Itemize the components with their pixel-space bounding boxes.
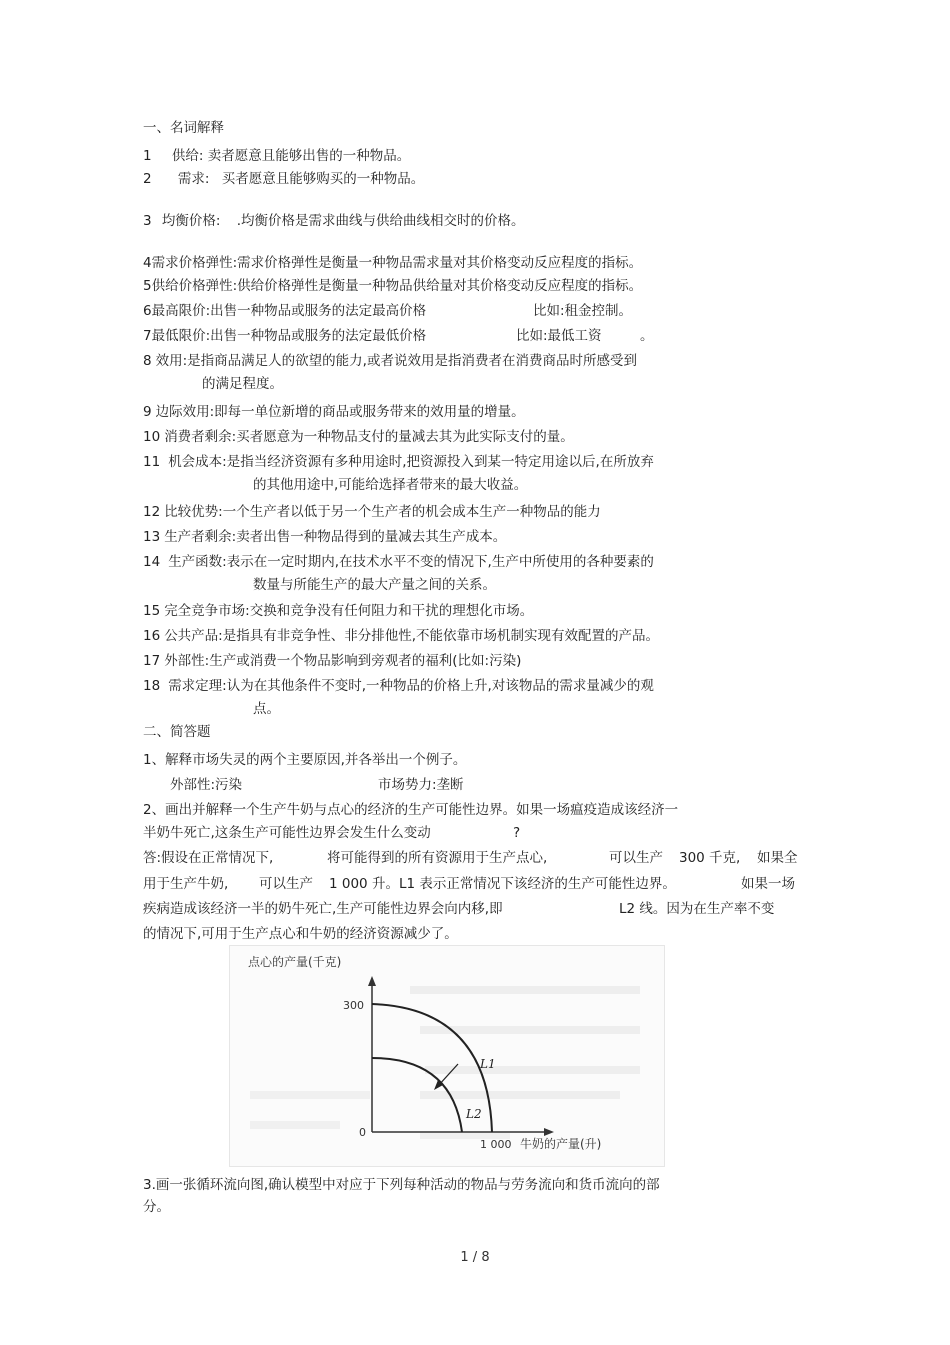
term-item bbox=[143, 146, 410, 166]
term-name: 效用: bbox=[155, 353, 188, 369]
term-number: 6 bbox=[143, 303, 152, 319]
term-name: 需求价格弹性: bbox=[151, 255, 238, 271]
answer-text: 疾病造成该经济一半的奶牛死亡,生产可能性边界会向内移,即 bbox=[143, 901, 503, 917]
term-item bbox=[143, 326, 426, 346]
question-2-line-1: 2、画出并解释一个生产牛奶与点心的经济的生产可能性边界。如果一场瘟疫造成该经济一 bbox=[143, 802, 679, 818]
term-name: 最低限价: bbox=[151, 328, 211, 344]
term-item bbox=[143, 169, 424, 189]
answer-1-market-power: 市场势力:垄断 bbox=[378, 777, 464, 793]
term-name: 最高限价: bbox=[151, 303, 211, 319]
term-name: 生产函数: bbox=[168, 554, 227, 570]
section-2-heading: 二、简答题 bbox=[143, 724, 211, 740]
curve-l2-label: L2 bbox=[466, 1107, 482, 1121]
term-name: 均衡价格: bbox=[161, 213, 221, 229]
term-definition: 需求价格弹性是衡量一种物品需求量对其价格变动反应程度的指标。 bbox=[237, 255, 643, 271]
term-name: 供给: bbox=[171, 148, 204, 164]
term-definition: 出售一种物品或服务的法定最低价格 bbox=[210, 328, 427, 344]
term-name: 外部性: bbox=[164, 653, 210, 669]
term-continuation: 的满足程度。 bbox=[202, 376, 283, 392]
term-number: 3 bbox=[143, 213, 152, 229]
term-item bbox=[143, 253, 642, 273]
term-number: 14 bbox=[143, 554, 161, 570]
term-name: 供给价格弹性: bbox=[151, 278, 238, 294]
term-definition: 交换和竞争没有任何阻力和干扰的理想化市场。 bbox=[249, 603, 534, 619]
term-item bbox=[143, 552, 654, 572]
background-noise bbox=[250, 986, 640, 1139]
term-item bbox=[143, 402, 525, 422]
term-definition: 一个生产者以低于另一个生产者的机会成本生产一种物品的能力 bbox=[222, 504, 601, 520]
answer-text: 的情况下,可用于生产点心和牛奶的经济资源减少了。 bbox=[143, 926, 458, 942]
term-example: 比如:最低工资 bbox=[516, 328, 602, 344]
term-name: 需求: bbox=[177, 171, 210, 187]
term-definition: 生产或消费一个物品影响到旁观者的福利(比如:污染) bbox=[209, 653, 522, 669]
term-number: 18 bbox=[143, 678, 161, 694]
term-item bbox=[143, 351, 637, 371]
term-number: 2 bbox=[143, 171, 152, 187]
term-number: 1 bbox=[143, 148, 152, 164]
term-definition: 是指商品满足人的欲望的能力,或者说效用是指消费者在消费商品时所感受到 bbox=[187, 353, 637, 369]
answer-text: 可以生产 bbox=[609, 850, 663, 866]
term-name: 比较优势: bbox=[164, 504, 223, 520]
term-number: 17 bbox=[143, 653, 161, 669]
question-3-line-2: 分。 bbox=[143, 1199, 170, 1215]
term-name: 完全竞争市场: bbox=[164, 603, 250, 619]
term-example-punct: 。 bbox=[640, 328, 654, 344]
question-2-mark: ? bbox=[513, 825, 521, 841]
term-item bbox=[143, 676, 654, 696]
term-example: 比如:租金控制。 bbox=[533, 303, 633, 319]
answer-text: L2 线。因为在生产率不变 bbox=[619, 901, 775, 917]
term-number: 13 bbox=[143, 529, 161, 545]
term-definition: 认为在其他条件不变时,一种物品的价格上升,对该物品的需求量减少的观 bbox=[226, 678, 654, 694]
term-item bbox=[143, 601, 533, 621]
term-definition: 是指当经济资源有多种用途时,把资源投入到某一特定用途以后,在所放弃 bbox=[226, 454, 654, 470]
term-item bbox=[143, 211, 525, 231]
term-definition: 表示在一定时期内,在技术水平不变的情况下,生产中所使用的各种要素的 bbox=[226, 554, 654, 570]
answer-text: 可以生产 bbox=[259, 876, 313, 892]
term-number: 12 bbox=[143, 504, 161, 520]
term-definition: 是指具有非竞争性、非分排他性,不能依靠市场机制实现有效配置的产品。 bbox=[222, 628, 660, 644]
question-1: 1、解释市场失灵的两个主要原因,并各举出一个例子。 bbox=[143, 752, 467, 768]
term-definition: 买者愿意且能够购买的一种物品。 bbox=[221, 171, 425, 187]
x-axis-arrow-icon bbox=[544, 1128, 554, 1136]
term-number: 10 bbox=[143, 429, 161, 445]
question-3-line-1: 3.画一张循环流向图,确认模型中对应于下列每种活动的物品与劳务流向和货币流向的部 bbox=[143, 1177, 660, 1193]
term-definition: 卖者愿意且能够出售的一种物品。 bbox=[207, 148, 411, 164]
term-continuation: 点。 bbox=[253, 701, 280, 717]
term-number: 4 bbox=[143, 255, 152, 271]
question-2-line-2: 半奶牛死亡,这条生产可能性边界会发生什么变动 bbox=[143, 825, 431, 841]
term-item bbox=[143, 276, 642, 296]
term-item bbox=[143, 301, 426, 321]
term-name: 机会成本: bbox=[168, 454, 227, 470]
term-definition: 即每一单位新增的商品或服务带来的效用量的增量。 bbox=[214, 404, 525, 420]
term-continuation: 的其他用途中,可能给选择者带来的最大收益。 bbox=[253, 477, 528, 493]
origin-label: 0 bbox=[359, 1126, 366, 1139]
answer-text: 300 千克, bbox=[679, 850, 741, 866]
term-name: 生产者剩余: bbox=[164, 529, 237, 545]
answer-text: 如果全 bbox=[757, 850, 798, 866]
term-definition: 卖者出售一种物品得到的量减去其生产成本。 bbox=[236, 529, 507, 545]
y-axis-arrow-icon bbox=[368, 976, 376, 986]
answer-2-line-1 bbox=[143, 848, 273, 868]
term-name: 边际效用: bbox=[155, 404, 215, 420]
y-tick-label: 300 bbox=[343, 999, 364, 1012]
term-definition: 出售一种物品或服务的法定最高价格 bbox=[210, 303, 427, 319]
term-number: 16 bbox=[143, 628, 161, 644]
term-number: 5 bbox=[143, 278, 152, 294]
answer-text: 如果一场 bbox=[741, 876, 795, 892]
answer-text: 用于生产牛奶, bbox=[143, 876, 229, 892]
answer-text: 1 000 升。L1 表示正常情况下该经济的生产可能性边界。 bbox=[329, 876, 676, 892]
term-number: 9 bbox=[143, 404, 152, 420]
term-item bbox=[143, 502, 601, 522]
term-item bbox=[143, 452, 654, 472]
term-number: 11 bbox=[143, 454, 161, 470]
section-1-heading: 一、名词解释 bbox=[143, 120, 224, 136]
ppf-diagram bbox=[230, 946, 664, 1166]
ppf-figure bbox=[229, 945, 665, 1167]
term-item bbox=[143, 527, 506, 547]
answer-text: 将可能得到的所有资源用于生产点心, bbox=[327, 850, 548, 866]
curve-l1-label: L1 bbox=[480, 1057, 496, 1071]
y-axis-label: 点心的产量(千克) bbox=[248, 955, 342, 969]
x-tick-label: 1 000 bbox=[480, 1138, 512, 1151]
term-name: 公共产品: bbox=[164, 628, 223, 644]
term-item bbox=[143, 427, 574, 447]
term-item bbox=[143, 626, 659, 646]
term-definition: 供给价格弹性是衡量一种物品供给量对其价格变动反应程度的指标。 bbox=[237, 278, 643, 294]
term-number: 8 bbox=[143, 353, 152, 369]
term-item bbox=[143, 651, 521, 671]
term-definition: 买者愿意为一种物品支付的量减去其为此实际支付的量。 bbox=[236, 429, 574, 445]
page-number: 1 / 8 bbox=[460, 1250, 490, 1265]
term-number: 7 bbox=[143, 328, 152, 344]
x-axis-label: 牛奶的产量(升) bbox=[520, 1137, 602, 1151]
answer-1-externality: 外部性:污染 bbox=[170, 777, 243, 793]
term-name: 消费者剩余: bbox=[164, 429, 237, 445]
term-name: 需求定理: bbox=[168, 678, 227, 694]
term-continuation: 数量与所能生产的最大产量之间的关系。 bbox=[253, 577, 496, 593]
term-number: 15 bbox=[143, 603, 161, 619]
term-definition: .均衡价格是需求曲线与供给曲线相交时的价格。 bbox=[236, 213, 525, 229]
answer-text: 答:假设在正常情况下, bbox=[143, 850, 274, 866]
